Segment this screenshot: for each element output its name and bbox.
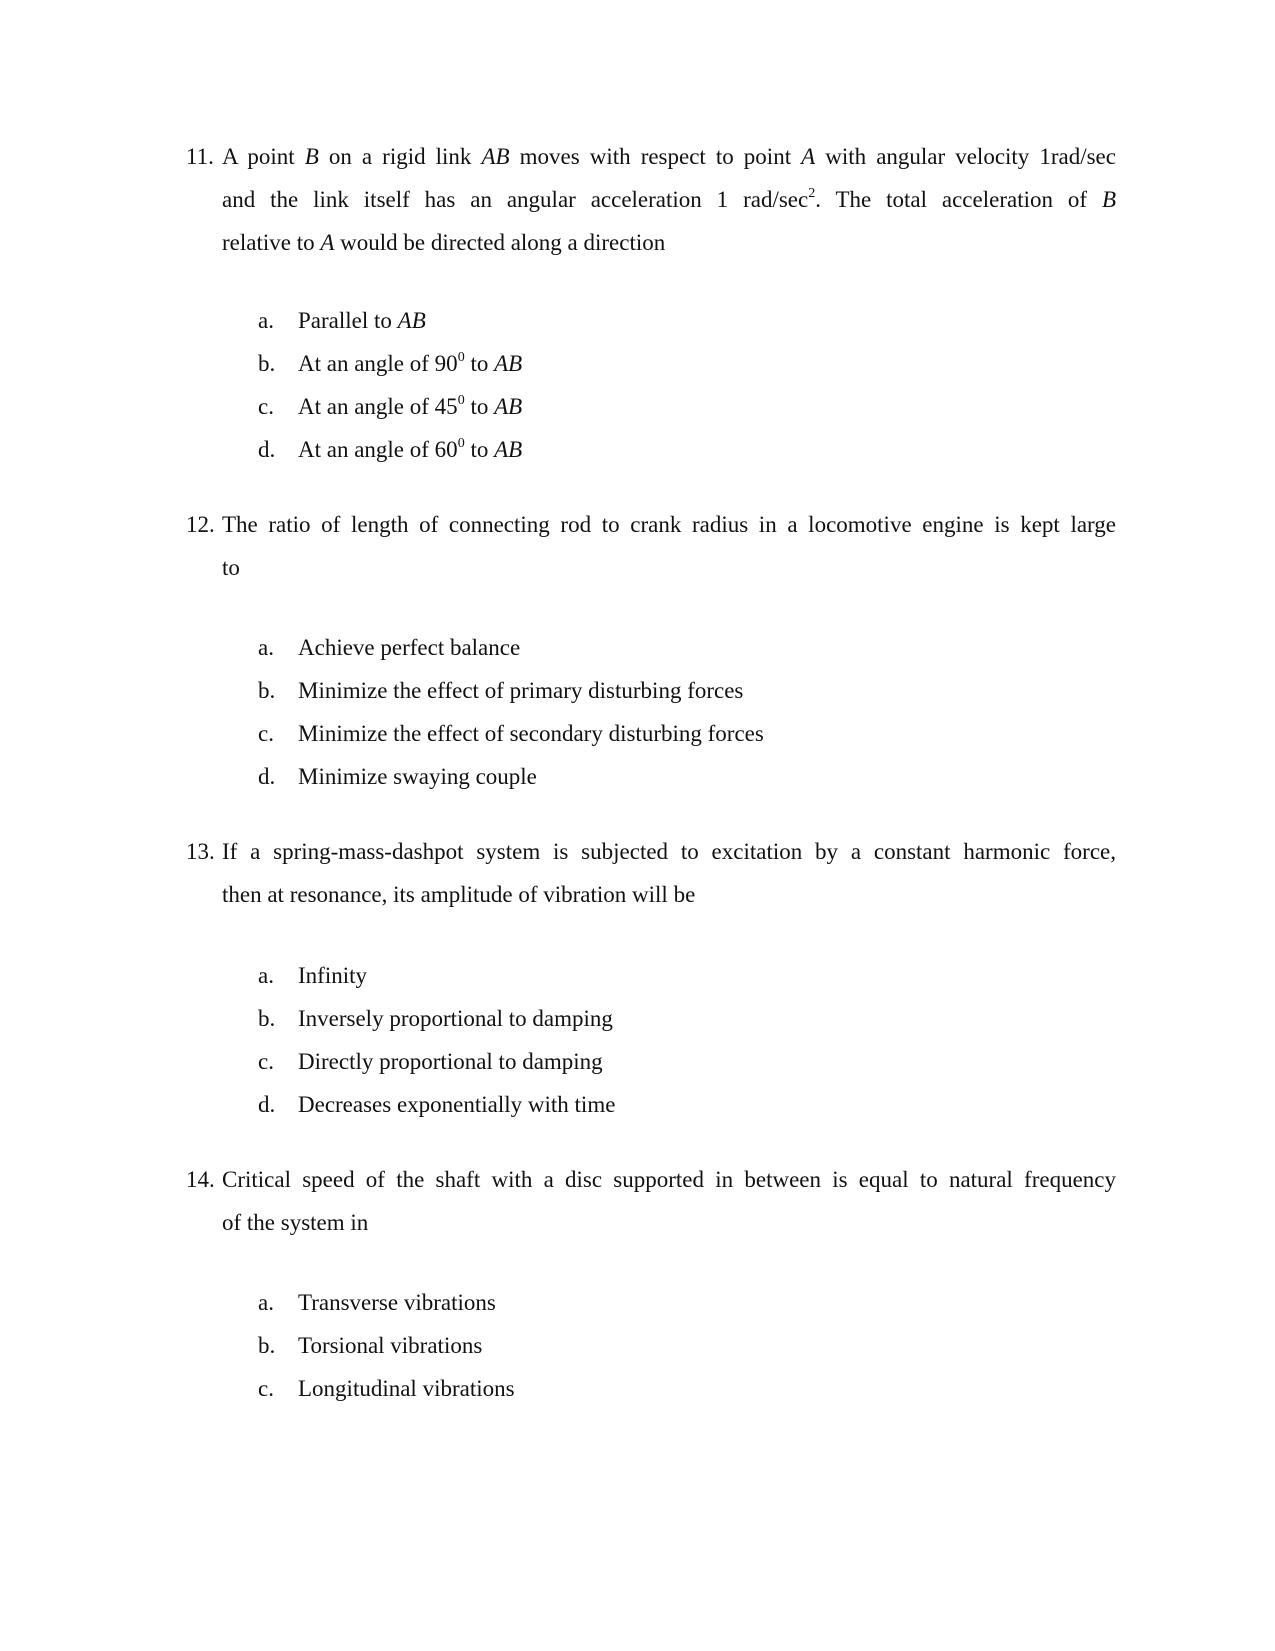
italic-symbol: AB <box>494 437 523 462</box>
option-letter: d. <box>258 1092 276 1117</box>
question-text <box>222 503 1116 546</box>
italic-symbol: AB <box>494 351 523 376</box>
text-run: Minimize the effect of primary disturbing forces <box>298 678 744 703</box>
question-13 <box>186 830 1116 916</box>
question-line <box>186 1158 1116 1201</box>
option-text <box>298 997 613 1040</box>
question-number: 11. <box>186 144 214 169</box>
option-text <box>298 342 522 389</box>
question-12 <box>186 503 1116 589</box>
text-run: Parallel to <box>298 308 398 333</box>
option-text <box>298 669 743 712</box>
text-run: Torsional vibrations <box>298 1333 483 1358</box>
option-letter: b. <box>258 1006 276 1031</box>
text-run: to <box>222 555 240 580</box>
option-text <box>298 1281 496 1324</box>
text-run: to <box>464 437 495 462</box>
option-letter: c. <box>258 394 274 419</box>
text-run: A point <box>222 144 305 169</box>
option-letter: a. <box>258 308 274 333</box>
italic-symbol: AB <box>481 144 510 169</box>
text-run: Longitudinal vibrations <box>298 1376 515 1401</box>
question-14 <box>186 1158 1116 1244</box>
text-run: At an angle of 60 <box>298 437 458 462</box>
text-run: to <box>464 351 495 376</box>
superscript: 2 <box>808 186 816 201</box>
text-run: would be directed along a direction <box>334 230 666 255</box>
question-text <box>222 873 1116 916</box>
text-run: and the link itself has an angular acceleration 1 rad/sec <box>222 187 809 212</box>
question-text <box>222 1158 1116 1201</box>
question-line <box>186 830 1116 873</box>
question-line <box>186 178 1116 221</box>
question-text <box>222 1201 1116 1244</box>
text-run: Transverse vibrations <box>298 1290 496 1315</box>
option-text <box>298 755 537 798</box>
option-letter: c. <box>258 1376 274 1401</box>
text-run: If a spring-mass-dashpot system is subjected to excitation by a constant harmonic force, <box>222 839 1116 864</box>
option-letter: d. <box>258 437 276 462</box>
option-letter: a. <box>258 1290 274 1315</box>
text-run: with angular velocity 1rad/sec <box>815 144 1116 169</box>
text-run: Minimize the effect of secondary disturbing forces <box>298 721 764 746</box>
superscript: 0 <box>457 436 465 451</box>
text-run: of the system in <box>222 1210 369 1235</box>
question-line <box>186 546 1116 589</box>
question-number: 12. <box>186 512 215 537</box>
option-letter: a. <box>258 635 274 660</box>
text-run: to <box>464 394 495 419</box>
text-run: moves with respect to point <box>509 144 802 169</box>
superscript: 0 <box>457 393 465 408</box>
question-text <box>222 221 1116 264</box>
italic-symbol: AB <box>397 308 426 333</box>
question-number: 14. <box>186 1167 215 1192</box>
text-run: . The total acceleration of <box>815 187 1102 212</box>
text-run: Decreases exponentially with time <box>298 1092 616 1117</box>
option-text <box>298 299 426 342</box>
question-11 <box>186 135 1116 264</box>
question-line <box>186 873 1116 916</box>
option-letter: b. <box>258 351 276 376</box>
italic-symbol: B <box>1101 187 1116 212</box>
question-number: 13. <box>186 839 215 864</box>
option-letter: a. <box>258 963 274 988</box>
option-text <box>298 1083 615 1126</box>
option-text <box>298 954 367 997</box>
question-line <box>186 135 1116 178</box>
italic-symbol: AB <box>494 394 523 419</box>
question-text <box>222 135 1116 178</box>
text-run: then at resonance, its amplitude of vibration will be <box>222 882 696 907</box>
text-run: Inversely proportional to damping <box>298 1006 613 1031</box>
question-line <box>186 221 1116 264</box>
text-run: Minimize swaying couple <box>298 764 537 789</box>
question-line <box>186 503 1116 546</box>
text-run: Achieve perfect balance <box>298 635 521 660</box>
italic-symbol: B <box>304 144 319 169</box>
option-text <box>298 385 522 432</box>
text-run: Directly proportional to damping <box>298 1049 603 1074</box>
option-text <box>298 1040 603 1083</box>
question-text <box>222 178 1116 225</box>
option-letter: c. <box>258 1049 274 1074</box>
superscript: 0 <box>457 350 465 365</box>
option-text <box>298 428 522 475</box>
option-letter: b. <box>258 678 276 703</box>
option-text <box>298 712 764 755</box>
italic-symbol: A <box>320 230 335 255</box>
option-text <box>298 1324 482 1367</box>
text-run: relative to <box>222 230 321 255</box>
option-letter: c. <box>258 721 274 746</box>
text-run: on a rigid link <box>318 144 482 169</box>
text-run: At an angle of 90 <box>298 351 458 376</box>
question-text <box>222 830 1116 873</box>
text-run: Critical speed of the shaft with a disc supported in between is equal to natural frequency <box>222 1167 1116 1192</box>
text-run: At an angle of 45 <box>298 394 458 419</box>
option-text <box>298 1367 515 1410</box>
text-run: The ratio of length of connecting rod to crank radius in a locomotive engine is kept large <box>222 512 1116 537</box>
question-text <box>222 546 1116 589</box>
question-line <box>186 1201 1116 1244</box>
italic-symbol: A <box>801 144 816 169</box>
option-letter: b. <box>258 1333 276 1358</box>
text-run: Infinity <box>298 963 367 988</box>
option-text <box>298 626 520 669</box>
option-letter: d. <box>258 764 276 789</box>
